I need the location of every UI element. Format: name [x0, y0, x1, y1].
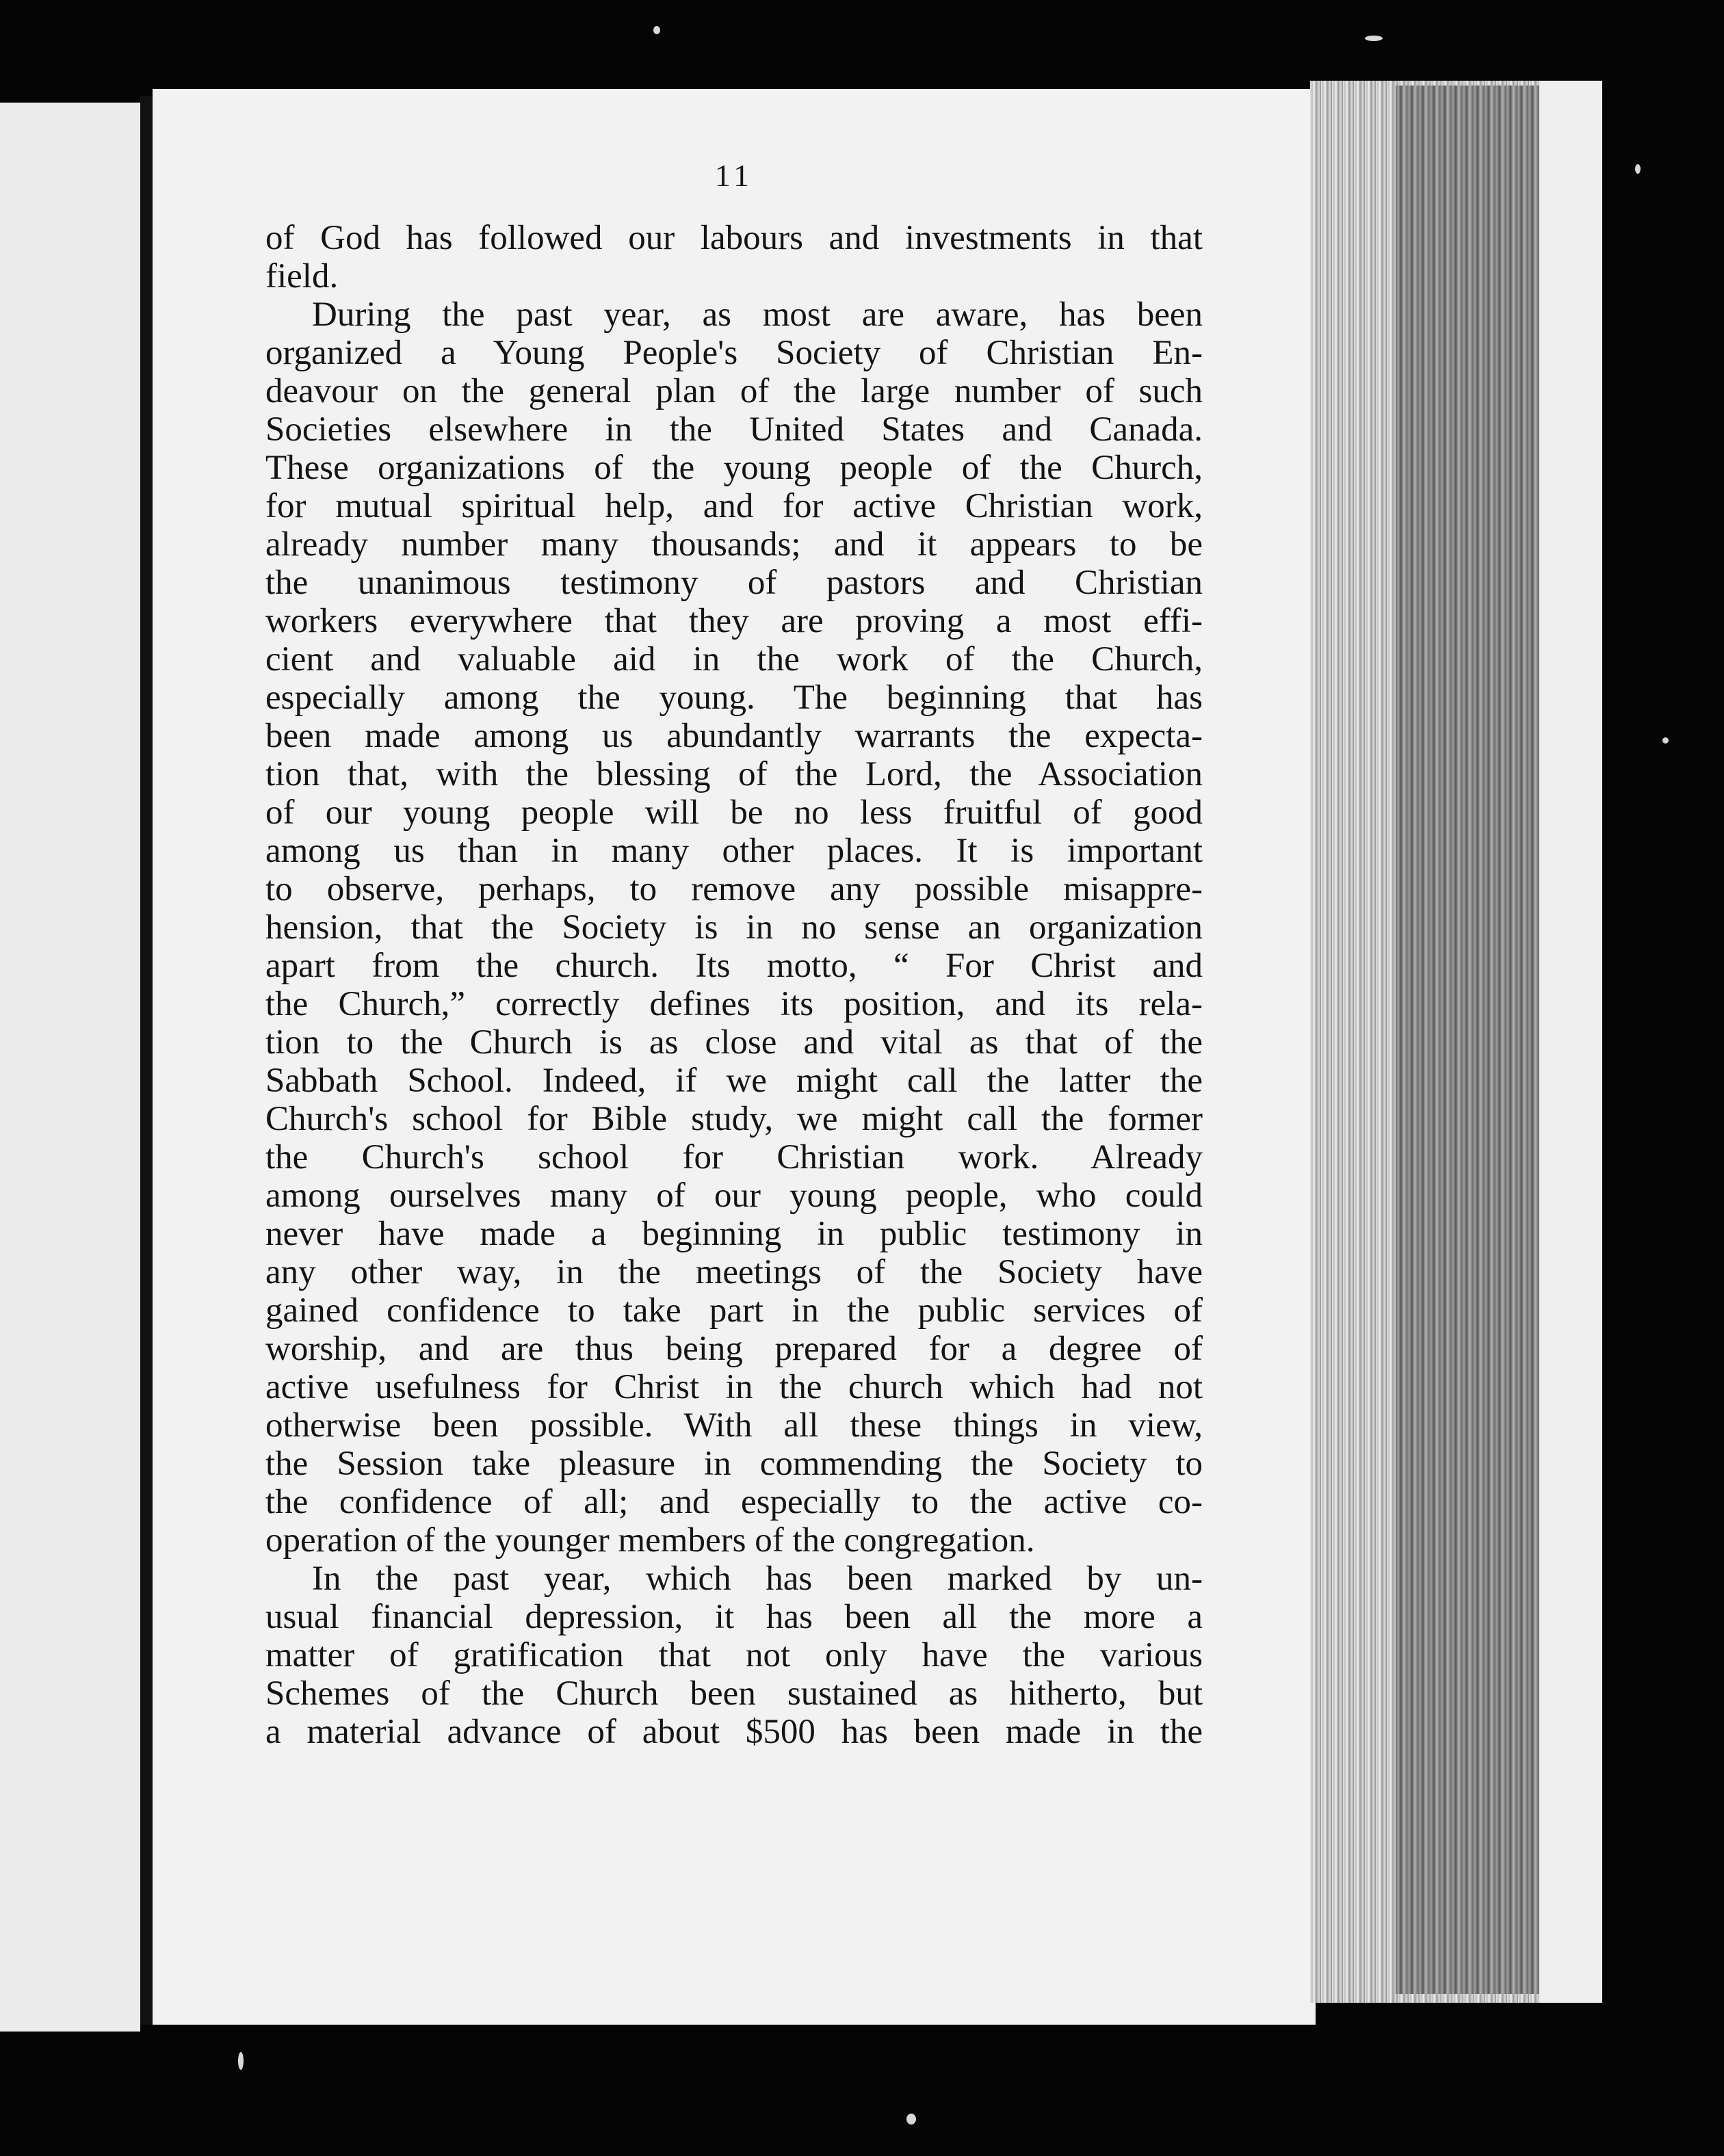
- text-line: especially among the young. The beginning that has: [265, 679, 1203, 717]
- text-line: workers everywhere that they are proving a most effi-: [265, 602, 1203, 640]
- text-line: the Session take pleasure in commending the Society to: [265, 1445, 1203, 1483]
- text-line: apart from the church. Its motto, “ For Christ and: [265, 947, 1203, 985]
- text-line: for mutual spiritual help, and for active Christian work,: [265, 487, 1203, 525]
- text-line: operation of the younger members of the congregation.: [265, 1521, 1035, 1560]
- text-line: These organizations of the young people of the Church,: [265, 449, 1203, 487]
- text-line: of our young people will be no less fruitful of good: [265, 793, 1203, 832]
- text-line: of God has followed our labours and investments in that: [265, 219, 1203, 257]
- text-line: Societies elsewhere in the United States and Canada.: [265, 410, 1203, 449]
- text-line: the Church's school for Christian work. Already: [265, 1138, 1203, 1176]
- text-line: hension, that the Society is in no sense an organization: [265, 908, 1203, 947]
- text-line: matter of gratification that not only have the various: [265, 1636, 1203, 1674]
- text-line: organized a Young People's Society of Christian En-: [265, 334, 1203, 372]
- text-line: active usefulness for Christ in the church which had not: [265, 1368, 1203, 1406]
- text-line: field.: [265, 257, 339, 295]
- text-line: tion to the Church is as close and vital as that of the: [265, 1023, 1203, 1062]
- text-line: deavour on the general plan of the large number of such: [265, 372, 1203, 410]
- page-edges-outer: [1539, 81, 1602, 2003]
- text-line: the unanimous testimony of pastors and Christian: [265, 564, 1203, 602]
- text-line: During the past year, as most are aware, has been: [312, 295, 1203, 334]
- text-line: a material advance of about $500 has been made in the: [265, 1713, 1203, 1751]
- text-line: tion that, with the blessing of the Lord, the Association: [265, 755, 1203, 793]
- text-line: been made among us abundantly warrants the expecta-: [265, 717, 1203, 755]
- text-line: worship, and are thus being prepared for a degree of: [265, 1330, 1203, 1368]
- text-line: never have made a beginning in public testimony in: [265, 1215, 1203, 1253]
- body-text: [265, 219, 1203, 1751]
- text-line: gained confidence to take part in the public services of: [265, 1291, 1203, 1330]
- text-line: otherwise been possible. With all these things in view,: [265, 1406, 1203, 1445]
- text-line: Schemes of the Church been sustained as hitherto, but: [265, 1674, 1203, 1713]
- text-line: the Church,” correctly defines its position, and its rela-: [265, 985, 1203, 1023]
- text-line: among ourselves many of our young people, who could: [265, 1176, 1203, 1215]
- text-line: Church's school for Bible study, we might call the former: [265, 1100, 1203, 1138]
- text-line: to observe, perhaps, to remove any possible misappre-: [265, 870, 1203, 908]
- text-line: the confidence of all; and especially to the active co-: [265, 1483, 1203, 1521]
- text-line: In the past year, which has been marked by un-: [312, 1560, 1203, 1598]
- page-edges-shadow: [1396, 86, 1539, 1994]
- text-line: among us than in many other places. It is important: [265, 832, 1203, 870]
- text-line: usual financial depression, it has been all the more a: [265, 1598, 1203, 1636]
- page-number: 11: [714, 158, 754, 193]
- book-gutter: [140, 96, 153, 2025]
- left-facing-page: [0, 103, 140, 2032]
- text-line: Sabbath School. Indeed, if we might call the latter the: [265, 1062, 1203, 1100]
- text-line: cient and valuable aid in the work of the Church,: [265, 640, 1203, 679]
- text-line: already number many thousands; and it appears to be: [265, 525, 1203, 564]
- book-page: [153, 89, 1316, 2025]
- text-line: any other way, in the meetings of the Society have: [265, 1253, 1203, 1291]
